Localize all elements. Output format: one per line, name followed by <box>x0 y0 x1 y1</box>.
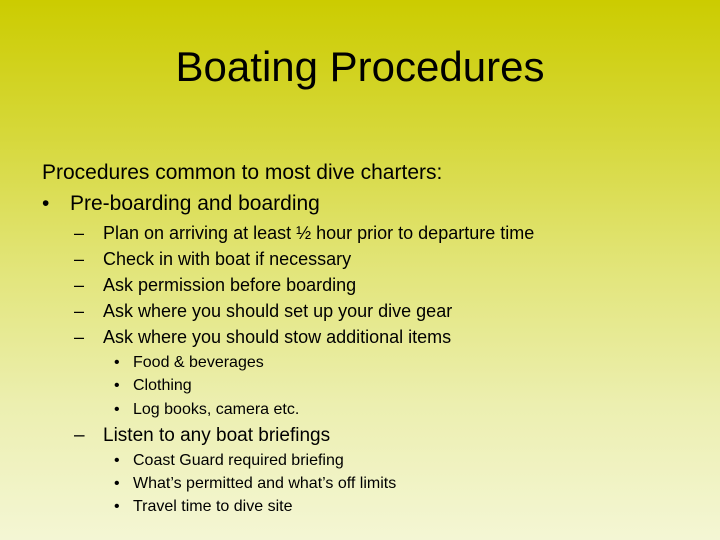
sub-list-item <box>114 474 396 494</box>
sub-list-item-text: Travel time to dive site <box>133 498 293 515</box>
list-item-text: Ask where you should stow additional items <box>103 327 452 347</box>
list-item <box>74 248 351 270</box>
bullet-marker: • <box>114 401 120 418</box>
dash-marker: – <box>74 301 85 321</box>
slide-title: Boating Procedures <box>175 43 545 90</box>
list-item-text: Ask where you should set up your dive gear <box>103 301 453 321</box>
dash-marker: – <box>74 425 85 446</box>
sub-list-item-text: Log books, camera etc. <box>133 401 300 418</box>
list-item-text: Ask permission before boarding <box>103 275 357 295</box>
intro-text: Procedures common to most dive charters: <box>42 161 443 184</box>
sub-list-item <box>114 353 264 373</box>
bullet-marker: • <box>114 354 120 371</box>
list-item-text: Listen to any boat briefings <box>103 425 331 446</box>
bullet-label: Pre-boarding and boarding <box>70 192 320 215</box>
list-item <box>74 222 534 244</box>
list-item-briefings <box>74 425 330 447</box>
sub-list-item <box>114 376 192 396</box>
bullet-marker: • <box>114 377 120 394</box>
sub-list-item <box>114 451 344 471</box>
list-item <box>74 274 356 296</box>
dash-marker: – <box>74 275 85 295</box>
bullet-marker: • <box>114 498 120 515</box>
list-item-text: Check in with boat if necessary <box>103 249 352 269</box>
list-item-text: Plan on arriving at least ½ hour prior to departure time <box>103 223 535 243</box>
dash-marker: – <box>74 249 85 269</box>
list-item <box>74 300 452 322</box>
bullet-marker: • <box>114 475 120 492</box>
sub-list-item-text: Food & beverages <box>133 354 264 371</box>
bullet-marker: • <box>114 452 120 469</box>
sub-list-item <box>114 400 299 420</box>
sub-list-item <box>114 497 292 517</box>
dash-marker: – <box>74 327 85 347</box>
sub-list-item-text: Clothing <box>133 377 192 394</box>
bullet-marker: • <box>42 192 50 215</box>
sub-list-item-text: Coast Guard required briefing <box>133 452 344 469</box>
list-item <box>74 326 451 348</box>
bullet-preboarding <box>42 190 320 218</box>
dash-marker: – <box>74 223 85 243</box>
sub-list-item-text: What’s permitted and what’s off limits <box>133 475 397 492</box>
